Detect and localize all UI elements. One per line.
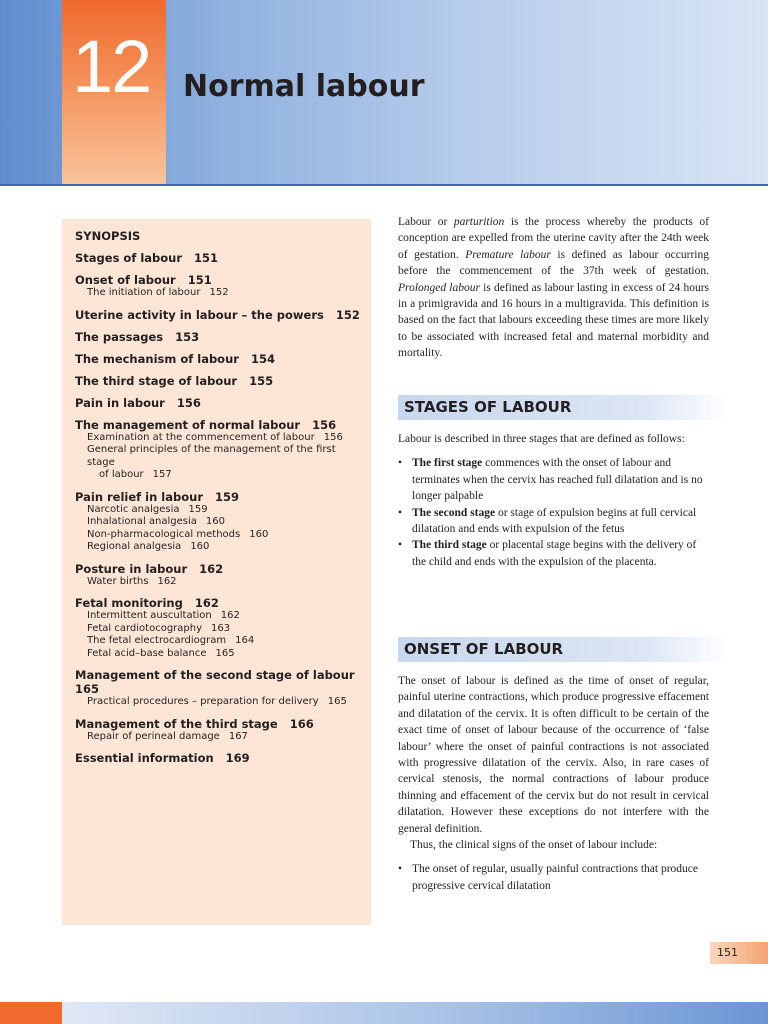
synopsis-subentry [75,529,361,542]
synopsis-subentry-page: 165 [215,647,235,659]
synopsis-entry-title [75,352,361,366]
synopsis-subentry [75,623,361,636]
stages-intro: Labour is described in three stages that are defined as follows: [398,433,685,445]
italic-term: Prolonged labour [398,281,480,294]
synopsis-subentry-page: 167 [228,730,248,742]
synopsis-subentry-label: Fetal cardiotocography [87,622,203,634]
header-divider [0,184,768,186]
page-number: 151 [717,946,738,959]
stage-name: The first stage [412,457,483,470]
synopsis-subentry [75,696,361,709]
synopsis-entry-label: Stages of labour [75,251,183,265]
synopsis-subentry [75,432,361,445]
synopsis-entry [75,596,361,660]
chapter-title: Normal labour [183,69,425,104]
stage-list-item [398,537,709,570]
synopsis-subentry-page: 163 [211,622,231,634]
onset-section [398,673,709,894]
synopsis-subentry-page: 160 [249,528,269,540]
synopsis-entry-page: 165 [75,682,100,696]
italic-term: parturition [453,216,505,228]
chapter-number: 12 [72,25,151,108]
synopsis-entry-title [75,396,361,410]
text-run: is the process whereby the products of conception are expelled from the uterine cavity after the 24th week of gestation. [398,216,709,261]
synopsis-entry-title [75,251,361,265]
synopsis-entry-title [75,273,361,287]
stage-name: The second stage [412,506,496,519]
synopsis-subentry-label: Examination at the commencement of labour [87,431,315,443]
synopsis-entry [75,751,361,765]
synopsis-subentry [75,504,361,517]
synopsis-entry-page: 166 [289,716,314,731]
synopsis-subentry-label: Inhalational analgesia [87,516,197,527]
synopsis-entry [75,717,361,744]
stages-heading-bar [398,395,728,420]
italic-term: Premature labour [465,248,551,261]
synopsis-entry-title [75,562,361,576]
stages-list [398,455,709,570]
synopsis-entry-page: 152 [335,307,360,322]
synopsis-subentry-label: General principles of the management of the first stage [87,444,336,468]
synopsis-entry-title [75,717,361,731]
stage-description: commences with the onset of labour and terminates when the cervix has reached full dilatation and is no longer palpable [412,457,703,503]
onset-paragraph: The onset of labour is defined as the time of onset of regular, painful uterine contractions, which produce progressive effacement and dilatation of the cervix. It is often difficult to be certain of the exact time of onset of labour because of the occurrence of ‘false labour’ where the onset of painful contractions is not associated with progressive dilatation of the cervix. Also, in rare cases of cervical stenosis, the normal contractions of labour produce thinning and effacement of the cervix but do not result in cervical dilatation. However these exceptions do not interfere with the general definition. [398,675,709,835]
stages-section [398,431,709,570]
synopsis-subentry-page: 159 [188,503,208,515]
synopsis-subentry-label: Non-pharmacological methods [87,528,241,540]
synopsis-entry [75,251,361,265]
synopsis-subentry-label: Narcotic analgesia [87,503,180,515]
intro-paragraph [398,214,709,362]
synopsis-entry [75,352,361,366]
synopsis-entry-page: 151 [194,251,219,265]
synopsis-subentry [75,648,361,661]
synopsis-entry [75,273,361,300]
synopsis-entry [75,330,361,344]
synopsis-entry-label: Posture in labour [75,561,188,576]
synopsis-entry-label: The third stage of labour [75,373,238,388]
synopsis-entry-title [75,308,361,322]
onset-list [398,861,709,894]
synopsis-subentry-page: 160 [190,541,210,552]
onset-heading-bar [398,637,728,662]
synopsis-subentry-page: 157 [152,469,172,480]
stage-description: or placental stage begins with the delivery of the child and ends with the expulsion of the placenta. [412,539,697,568]
synopsis-entry-page: 156 [312,417,337,432]
page-number-tab [710,942,768,964]
synopsis-subentry-label: of labour [99,469,144,480]
synopsis-entry-page: 162 [194,596,219,610]
stage-description: or stage of expulsion begins at full cervical dilatation and ends with expulsion of the fetus [412,506,697,536]
synopsis-entry-title [75,418,361,432]
synopsis-entry-title [75,596,361,610]
synopsis-entry-title [75,751,361,765]
synopsis-subentry-page: 164 [235,635,255,646]
synopsis-entry-page: 159 [215,489,240,504]
synopsis-subentry-label: Regional analgesia [87,541,182,552]
synopsis-subentry-page: 162 [220,610,240,621]
synopsis-entry [75,418,361,482]
synopsis-subentry-page: 160 [205,516,225,527]
synopsis-subentry [75,287,361,300]
synopsis-subentry-label: Water births [87,575,149,587]
synopsis-entry [75,562,361,589]
synopsis-subentry-page: 152 [209,287,229,298]
synopsis-entry-label: The mechanism of labour [75,351,239,366]
synopsis-entry-page: 155 [249,373,274,388]
synopsis-box [62,219,371,925]
synopsis-subentry [75,610,361,623]
synopsis-entry-label: The management of normal labour [75,417,301,432]
synopsis-subentry [75,469,361,482]
synopsis-subentry-page: 156 [323,431,343,443]
stages-heading: STAGES OF LABOUR [404,398,572,416]
synopsis-subentry [75,576,361,589]
synopsis-entry-label: Management of the second stage of labour [75,668,355,682]
synopsis-entry-label: Uterine activity in labour – the powers [75,307,324,322]
synopsis-entry [75,668,361,709]
synopsis-entry [75,490,361,554]
text-run: Labour or [398,216,454,228]
text-run: is defined as labour occurring before the commencement of the 37th week of gestation. [398,248,709,278]
synopsis-subentry-label: Repair of perineal damage [87,730,220,742]
synopsis-entry [75,396,361,410]
synopsis-entry-page: 153 [175,329,200,344]
text-run: is defined as labour lasting in excess of 24 hours in a primigravida and 16 hours in a multigravida. This definition is based on the fact that labours exceeding these times are more likely to be associated with increased fetal and maternal morbidity and mortality. [398,281,710,360]
synopsis-entry-label: Onset of labour [75,273,176,287]
onset-paragraph-2: Thus, the clinical signs of the onset of labour include: [410,839,658,852]
stage-name: The third stage [412,539,487,552]
onset-sign-item: • The onset of regular, usually painful contractions that produce progressive cervical dilatation [398,861,709,894]
synopsis-entry-label: The passages [75,329,164,344]
synopsis-heading: SYNOPSIS [75,229,141,243]
synopsis-entry-page: 154 [250,351,275,366]
synopsis-list [75,251,361,765]
synopsis-entry-title [75,668,361,696]
synopsis-subentry [75,635,361,648]
synopsis-subentry-label: Intermittent auscultation [87,610,212,621]
stage-list-item [398,505,709,538]
synopsis-entry-label: Pain relief in labour [75,489,203,504]
footer-blue-bar [62,1002,768,1024]
stage-list-item [398,455,709,504]
synopsis-subentry [75,444,361,469]
synopsis-entry-label: Management of the third stage [75,716,278,731]
synopsis-entry-title [75,330,361,344]
synopsis-subentry [75,516,361,529]
synopsis-subentry-label: The fetal electrocardiogram [87,635,227,646]
synopsis-entry [75,374,361,388]
synopsis-entry-page: 156 [176,395,201,410]
footer-orange-bar [0,1002,62,1024]
synopsis-subentry [75,541,361,554]
synopsis-entry-page: 169 [225,751,250,765]
synopsis-entry [75,308,361,322]
onset-heading: ONSET OF LABOUR [404,640,564,658]
synopsis-entry-title [75,490,361,504]
synopsis-subentry-label: Practical procedures – preparation for delivery [87,696,319,707]
synopsis-entry-title [75,374,361,388]
intro-column [398,214,709,362]
synopsis-subentry-page: 165 [327,696,347,707]
synopsis-entry-label: Pain in labour [75,395,165,410]
synopsis-entry-page: 151 [187,273,212,287]
synopsis-subentry-label: The initiation of labour [87,287,201,298]
synopsis-subentry-page: 162 [157,575,177,587]
synopsis-entry-label: Essential information [75,751,214,765]
synopsis-entry-label: Fetal monitoring [75,596,183,610]
synopsis-subentry [75,731,361,744]
synopsis-subentry-label: Fetal acid–base balance [87,647,207,659]
synopsis-entry-page: 162 [199,561,224,576]
